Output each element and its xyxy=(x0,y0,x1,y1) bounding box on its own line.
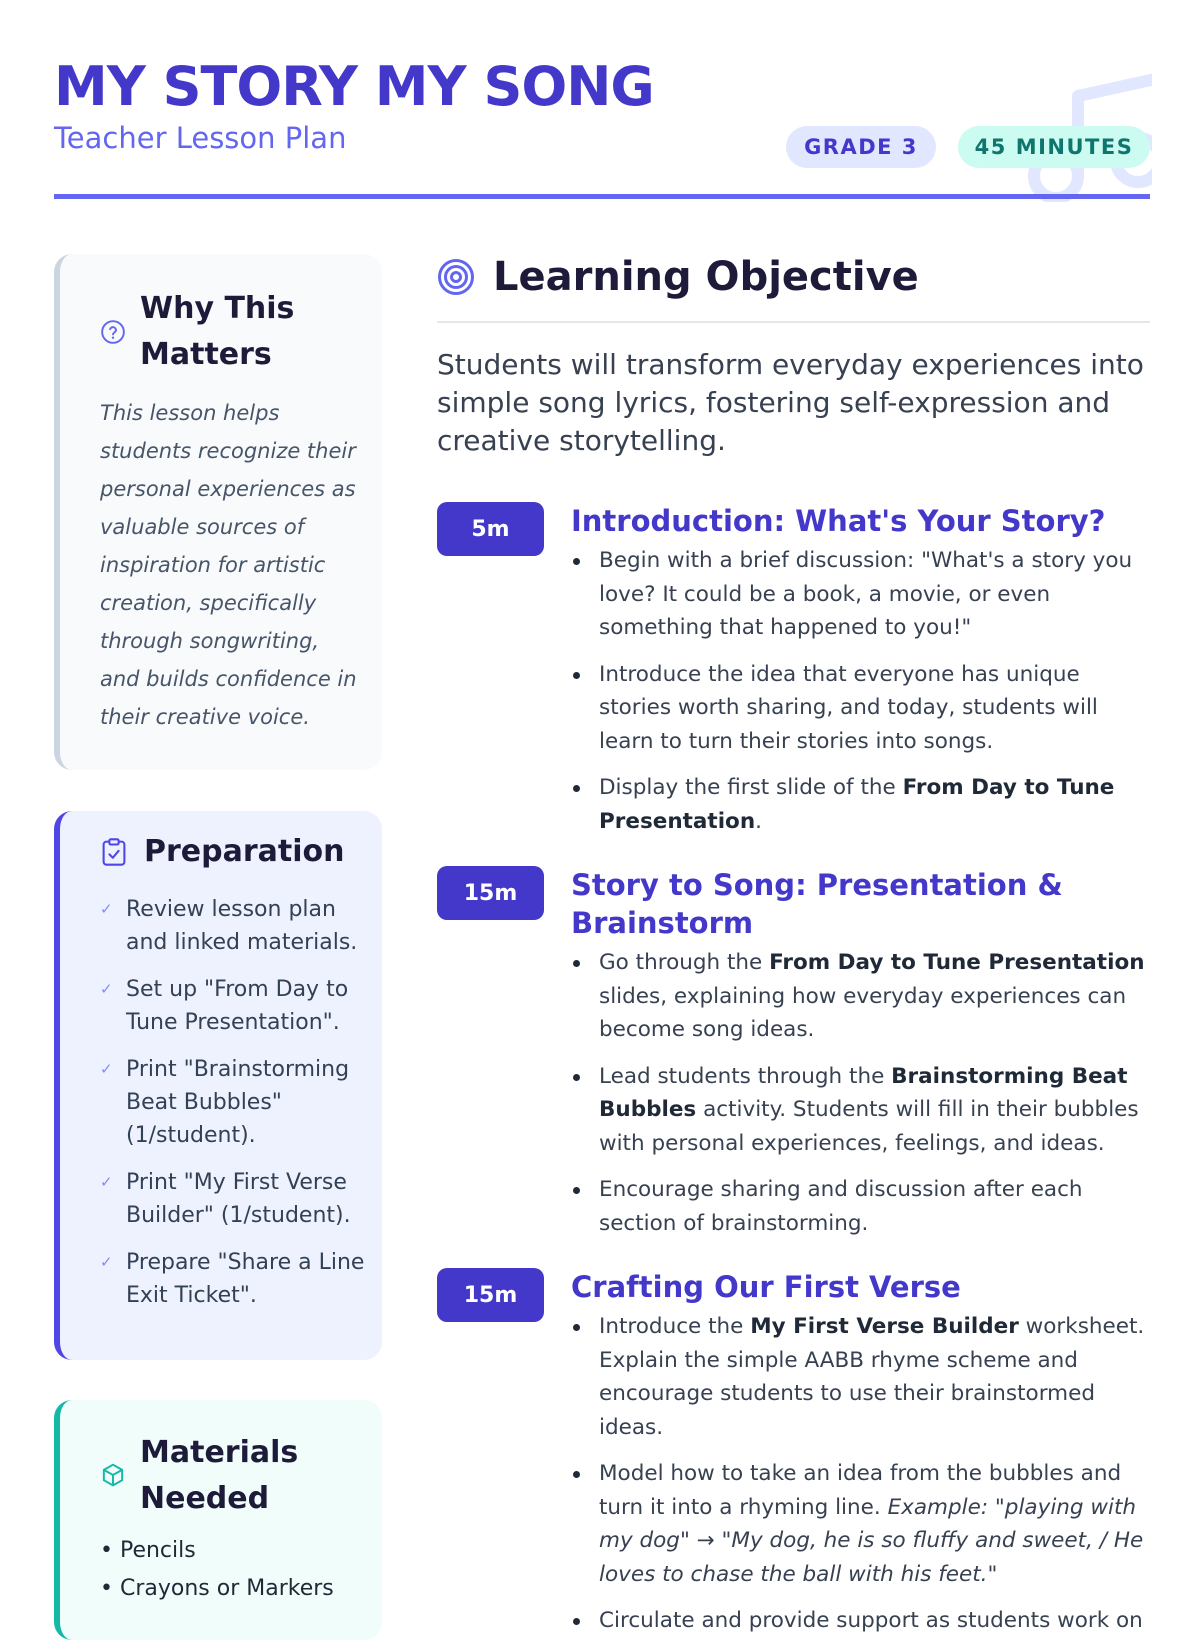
box-icon xyxy=(100,1462,126,1490)
check-icon: ✓ xyxy=(100,980,113,998)
why-title-line1: Why This xyxy=(140,291,295,326)
step-bullet: Begin with a brief discussion: "What's a story you love? It could be a book, a movie, or even something that happened to you!" xyxy=(571,544,1150,645)
list-item: ✓ Print "My First Verse Builder" (1/student). xyxy=(100,1166,370,1232)
step-bullets xyxy=(571,946,1150,1240)
step-title: Story to Song: Presentation & Brainstorm xyxy=(571,868,1063,940)
objective-title: Learning Objective xyxy=(493,254,919,300)
page-header xyxy=(54,54,1150,159)
why-card-header xyxy=(100,286,294,378)
step-time-badge: 15m xyxy=(437,1268,544,1322)
step-body xyxy=(571,502,1150,851)
why-card-title xyxy=(140,286,294,378)
duration-badge: 45 MINUTES xyxy=(958,126,1150,168)
list-item: ✓ Set up "From Day to Tune Presentation". xyxy=(100,973,370,1039)
page-title: MY STORY MY SONG xyxy=(54,55,654,118)
check-icon: ✓ xyxy=(100,1060,113,1078)
header-divider xyxy=(54,194,1150,199)
step-bullet: Encourage sharing and discussion after each section of brainstorming. xyxy=(571,1173,1150,1240)
list-item: ✓ Prepare "Share a Line Exit Ticket". xyxy=(100,1246,370,1312)
step-bullet: Introduce the My First Verse Builder worksheet. Explain the simple AABB rhyme scheme and encourage students to use their brainstormed ideas. xyxy=(571,1310,1150,1444)
step-bullet: Circulate and provide support as students work on xyxy=(571,1604,1150,1638)
prep-checklist xyxy=(100,893,370,1326)
materials-card xyxy=(54,1400,382,1640)
grade-badge: GRADE 3 xyxy=(786,126,936,168)
list-item: ✓ Review lesson plan and linked materials. xyxy=(100,893,370,959)
materials-card-title xyxy=(140,1430,298,1522)
check-icon: ✓ xyxy=(100,900,113,918)
step-bullet: Model how to take an idea from the bubbles and turn it into a rhyming line. Example: "playing with my dog" → "My dog, he is so fluffy and sweet, / He loves to chase the ball with his feet." xyxy=(571,1457,1150,1591)
step-title: Crafting Our First Verse xyxy=(571,1270,961,1304)
objective-header xyxy=(437,254,919,300)
step-bullet: Lead students through the Brainstorming Beat Bubbles activity. Students will fill in their bubbles with personal experiences, feelings, and ideas. xyxy=(571,1060,1150,1161)
materials-title-line1: Materials xyxy=(140,1435,299,1470)
list-item: • Crayons or Markers xyxy=(100,1576,334,1601)
materials-card-header xyxy=(100,1430,298,1522)
why-title-line2: Matters xyxy=(140,337,272,372)
step-body xyxy=(571,866,1150,1253)
objective-divider xyxy=(437,321,1150,323)
step-time-badge: 5m xyxy=(437,502,544,556)
step-bullet: Display the first slide of the From Day to Tune Presentation. xyxy=(571,771,1150,838)
materials-list xyxy=(100,1532,334,1608)
check-icon: ✓ xyxy=(100,1173,113,1191)
step-title: Introduction: What's Your Story? xyxy=(571,504,1106,538)
prep-card-header xyxy=(100,829,344,875)
step-bullet: Go through the From Day to Tune Presentation slides, explaining how everyday experiences can become song ideas. xyxy=(571,946,1150,1047)
why-body-text: This lesson helps students recognize their personal experiences as valuable sources of inspiration for artistic creation, specifically through songwriting, and builds confidence in their creative voice. xyxy=(100,401,357,729)
preparation-card xyxy=(54,811,382,1360)
list-item: • Pencils xyxy=(100,1538,196,1563)
step-time-badge: 15m xyxy=(437,866,544,920)
step-bullets xyxy=(571,1310,1150,1638)
why-this-matters-card xyxy=(54,254,382,770)
clipboard-check-icon xyxy=(100,837,128,867)
prep-card-title: Preparation xyxy=(144,834,345,869)
question-circle-icon xyxy=(100,319,126,345)
page-subtitle: Teacher Lesson Plan xyxy=(54,121,347,155)
step-body xyxy=(571,1268,1150,1651)
check-icon: ✓ xyxy=(100,1253,113,1271)
materials-title-line2: Needed xyxy=(140,1481,270,1516)
step-bullets xyxy=(571,544,1150,838)
step-bullet: Introduce the idea that everyone has unique stories worth sharing, and today, students will learn to turn their stories into songs. xyxy=(571,658,1150,759)
list-item: ✓ Print "Brainstorming Beat Bubbles" (1/student). xyxy=(100,1053,370,1152)
target-icon xyxy=(437,258,475,296)
objective-text: Students will transform everyday experiences into simple song lyrics, fostering self-expression and creative storytelling. xyxy=(437,348,1144,457)
